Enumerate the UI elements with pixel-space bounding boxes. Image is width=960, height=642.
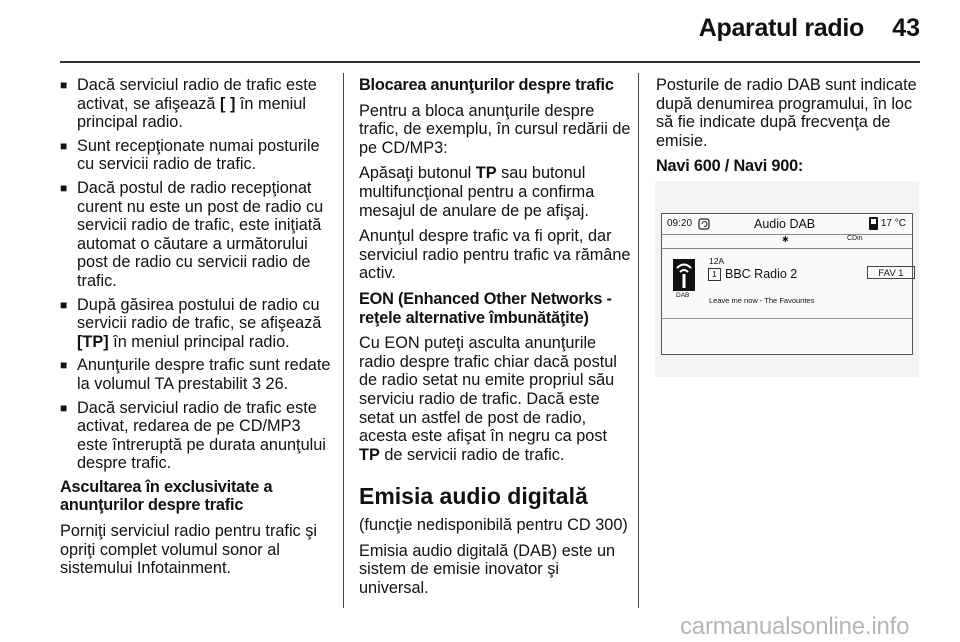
now-playing-text: Leave me now - The Favourites bbox=[709, 296, 815, 305]
paragraph: Porniţi serviciul radio pentru trafic şi opriţi complet volumul sonor al sistemului Infotainment. bbox=[60, 522, 317, 578]
phone-icon bbox=[869, 217, 878, 230]
bullet-item: ■ Dacă serviciul radio de trafic este activat, se afişează [ ] în meniul principal radio. bbox=[60, 76, 332, 132]
paragraph: Apăsaţi butonul TP sau butonul multifuncţional pentru a confirma mesajul de anulare de pe afişaj. bbox=[359, 164, 595, 220]
bullet-item: ■ După găsirea postului de radio cu servicii radio de trafic, se afişează [TP] în meniul principal radio. bbox=[60, 296, 332, 352]
paragraph: Pentru a bloca anunţurile despre trafic, de exemplu, în cursul redării de pe CD/MP3: bbox=[359, 101, 631, 157]
temperature-text: 17 °C bbox=[880, 218, 906, 229]
bluetooth-icon: ✱ bbox=[782, 235, 789, 244]
fav-button[interactable]: FAV 1 bbox=[867, 266, 915, 279]
paragraph: Anunţul despre trafic va fi oprit, dar serviciul radio pentru trafic va rămâne activ. bbox=[359, 227, 631, 283]
channel-text: 12A bbox=[709, 256, 725, 266]
cd-label: CDin bbox=[847, 235, 863, 242]
dab-label: DAB bbox=[676, 292, 690, 299]
screen-divider bbox=[662, 318, 912, 319]
bullet-list bbox=[60, 76, 332, 473]
page-reference-icon[interactable]: 3 bbox=[251, 374, 262, 393]
watermark: carmanualsonline.info bbox=[680, 613, 910, 640]
bullet-item: ■ Anunţurile despre trafic sunt redate la volumul TA prestabilit 3 26. bbox=[60, 356, 332, 393]
paragraph: Cu EON puteţi asculta anunţurile radio despre trafic chiar dacă postul de radio setat nu emite propriul său serviciu radio de trafic. Dacă este setat un astfel de post de radio, acesta este afişat în negru ca post TP de servicii radio de trafic. bbox=[359, 334, 617, 464]
column-2 bbox=[359, 76, 631, 605]
column-divider-left bbox=[343, 73, 344, 608]
audio-source-title: Audio DAB bbox=[754, 217, 816, 231]
clock-text: 09:20 bbox=[667, 218, 693, 229]
station-name: BBC Radio 2 bbox=[725, 267, 798, 281]
page-header-title: Aparatul radio bbox=[698, 14, 864, 42]
page-number: 43 bbox=[892, 14, 920, 42]
dab-antenna-icon bbox=[673, 259, 695, 291]
radio-screen-illustration bbox=[655, 181, 919, 377]
column-divider-right bbox=[638, 73, 639, 608]
paragraph: Posturile de radio DAB sunt indicate după denumirea programului, în loc să fie indicate după frecvenţa de emisie. bbox=[656, 76, 917, 150]
subheading-exclusive-listening: Ascultarea în exclusivitate a anunţurilor despre trafic bbox=[60, 477, 273, 515]
subheading-eon: EON (Enhanced Other Networks - reţele alternative îmbunătăţite) bbox=[359, 289, 612, 327]
section-title-dab: Emisia audio digitală bbox=[359, 483, 588, 510]
clock-sync-icon bbox=[698, 218, 710, 230]
preset-number: 1 bbox=[708, 268, 721, 281]
screen-sub-bar bbox=[662, 234, 912, 249]
bullet-item: ■ Dacă postul de radio recepţionat curent nu este un post de radio cu servicii radio de trafic, este iniţiată automat o căutare a următorului post de radio cu servicii radio de trafic. bbox=[60, 179, 332, 291]
display-screen bbox=[661, 213, 913, 355]
bullet-item: ■ Dacă serviciul radio de trafic este activat, redarea de pe CD/MP3 este întreruptă pe durata anunţului despre trafic. bbox=[60, 399, 332, 473]
section-note: (funcţie nedisponibilă pentru CD 300) bbox=[359, 516, 628, 535]
bullet-item: ■ Sunt recepţionate numai posturile cu servicii radio de trafic. bbox=[60, 137, 332, 174]
subheading-navi: Navi 600 / Navi 900: bbox=[656, 157, 804, 176]
column-1 bbox=[60, 76, 332, 585]
screen-status-bar bbox=[662, 214, 912, 235]
header-rule bbox=[60, 61, 920, 63]
column-3 bbox=[656, 76, 918, 183]
paragraph: Emisia audio digitală (DAB) este un sistem de emisie inovator şi universal. bbox=[359, 541, 616, 598]
subheading-block-announcements: Blocarea anunţurilor despre trafic bbox=[359, 76, 614, 94]
